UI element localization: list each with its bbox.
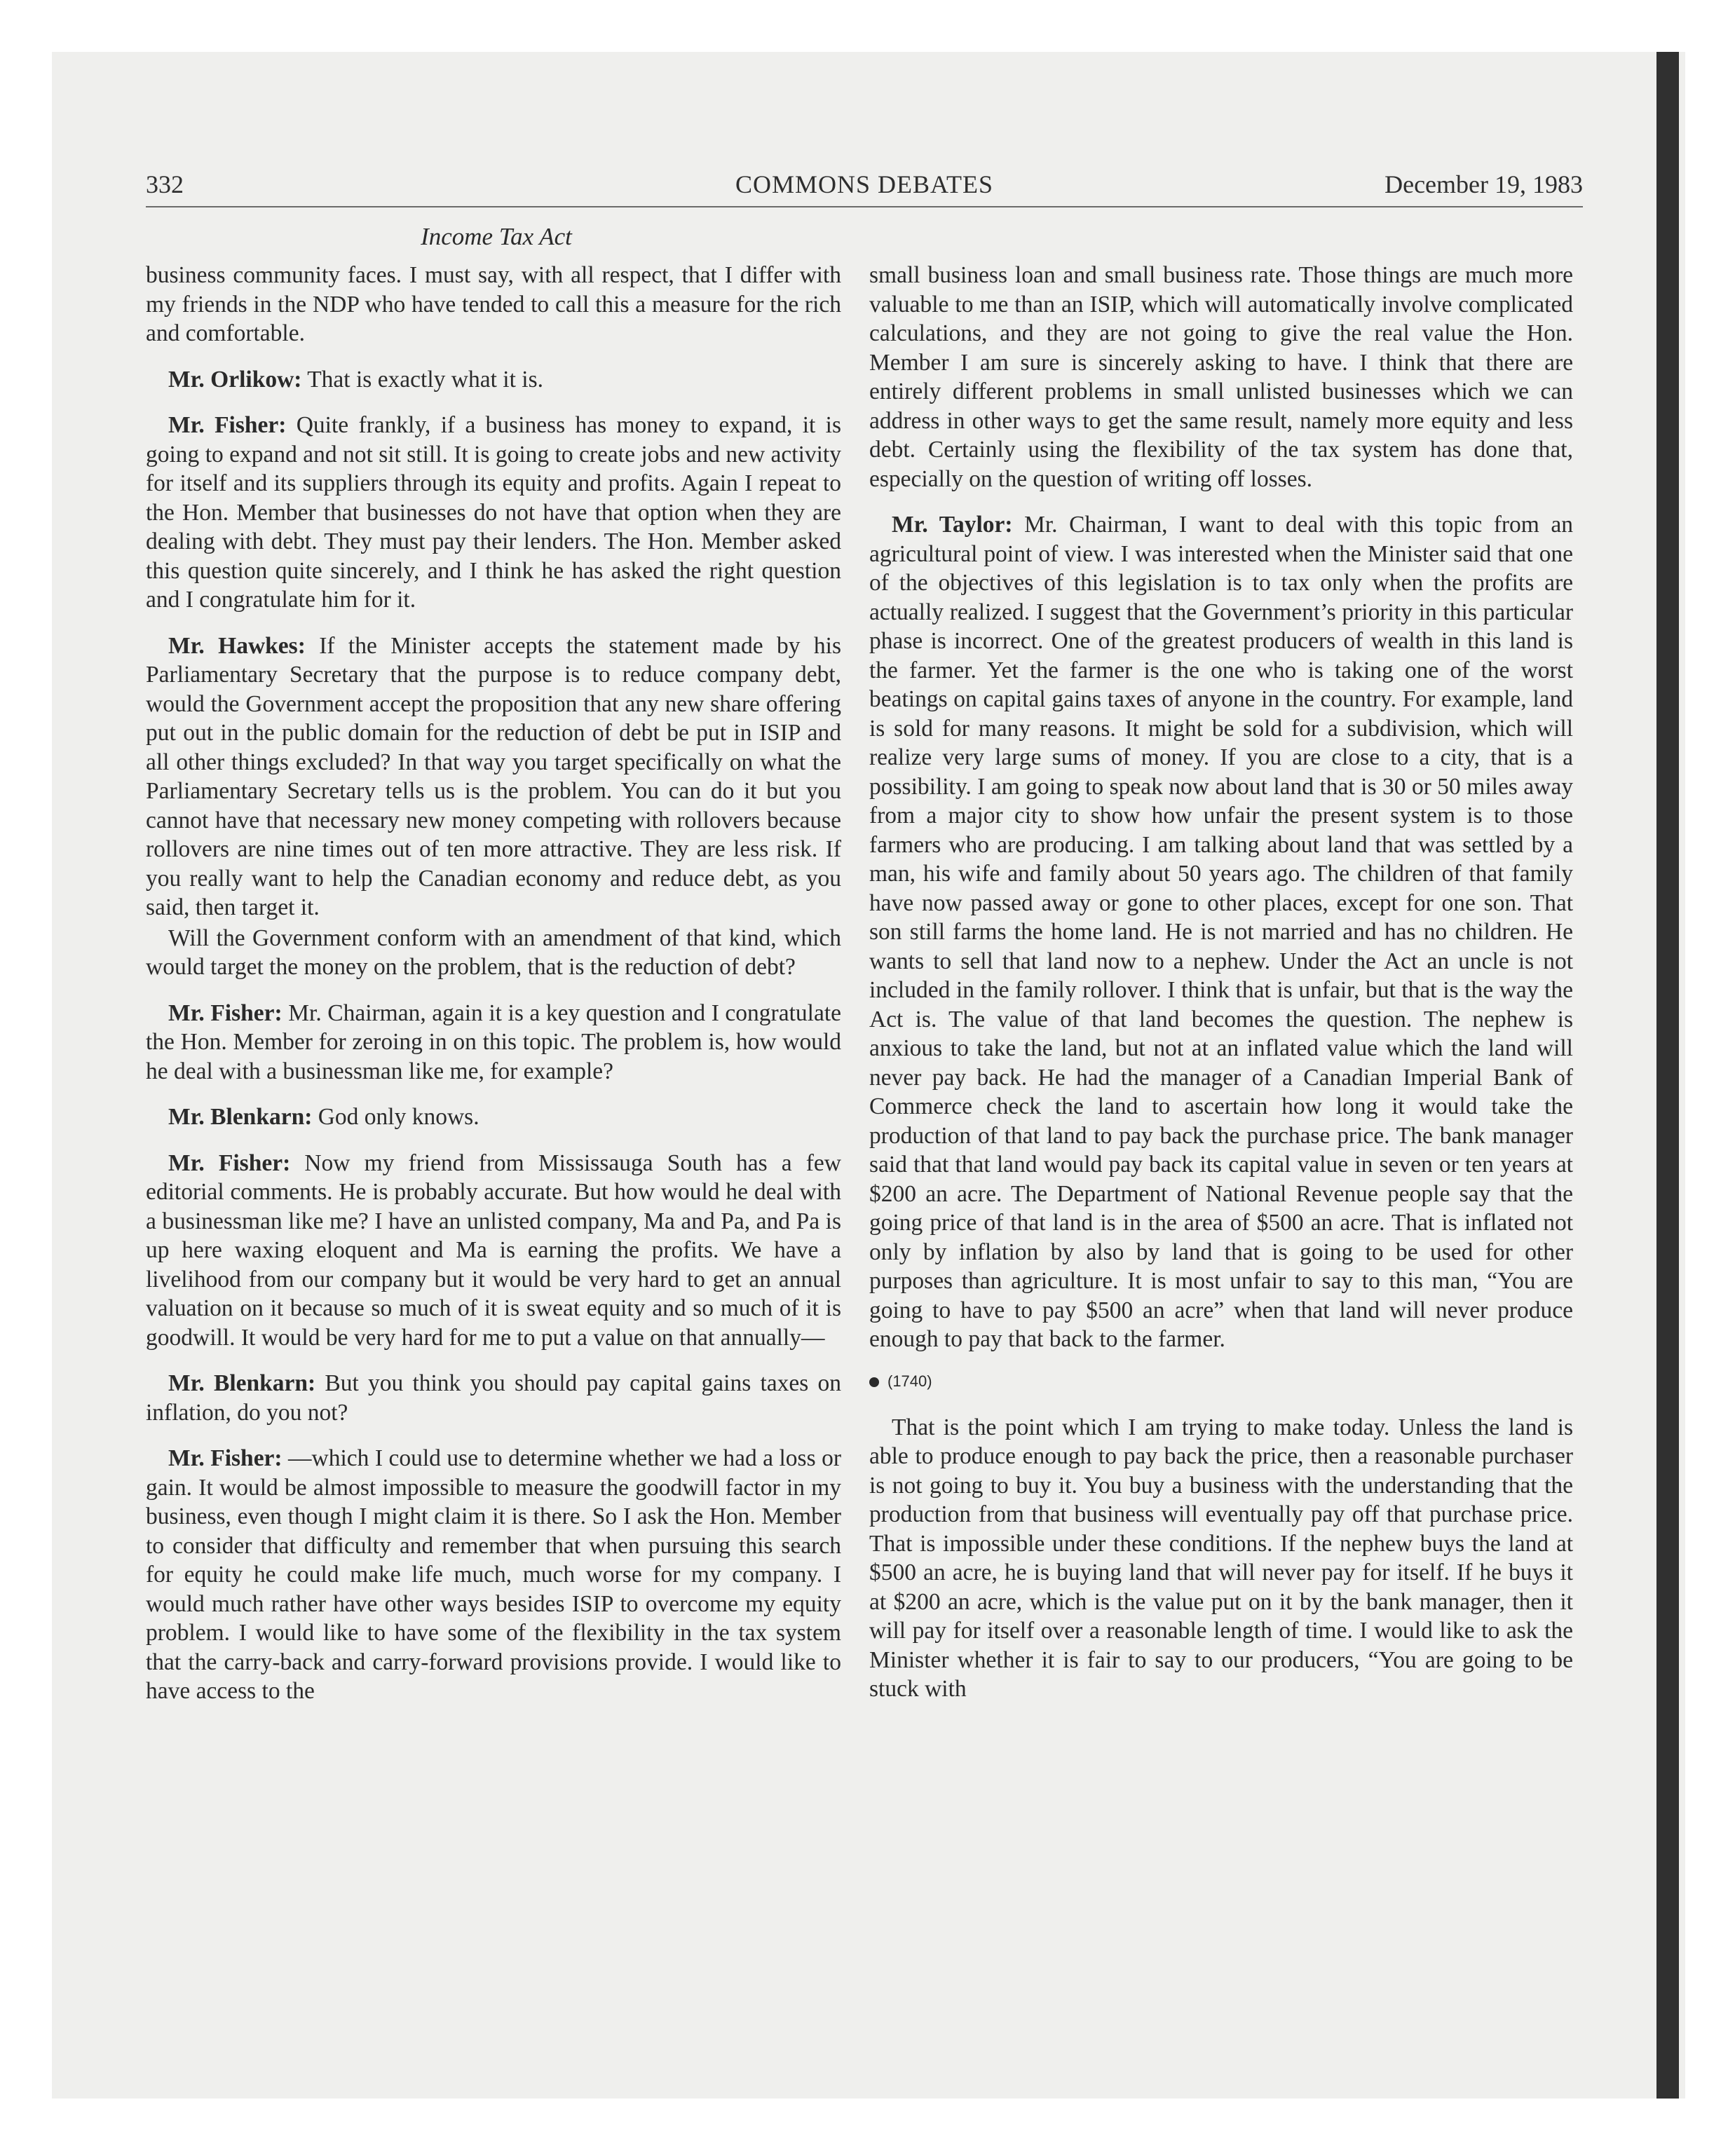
left-column (146, 261, 841, 1723)
paragraph: business community faces. I must say, with all respect, that I differ with my friends in the NDP who have tended to call this a measure for the rich and comfortable. (146, 262, 841, 346)
section-subheading: Income Tax Act (421, 223, 572, 250)
speaker-name: Mr. Blenkarn: (168, 1370, 316, 1396)
publication-date: December 19, 1983 (1384, 170, 1583, 198)
paragraph: Will the Government conform with an amendment of that kind, which would target the money on the problem, that is the reduction of debt? (146, 925, 841, 980)
speech-paragraph: Mr. Orlikow: That is exactly what it is. (168, 366, 543, 393)
right-column (869, 261, 1573, 1721)
speech-paragraph: Mr. Fisher: Quite frankly, if a business has money to expand, it is going to expand and not sit still. It is going to create jobs and new activity for itself and its suppliers through its equity and profits. Again I repeat to the Hon. Member that businesses do not have that option when they are dealing with debt. They must pay their lenders. The Hon. Member asked this question quite sincerely, and I think he has asked the right question and I congratulate him for it. (146, 412, 841, 613)
speaker-name: Mr. Blenkarn: (168, 1104, 313, 1130)
speech-paragraph: Mr. Blenkarn: God only knows. (168, 1104, 479, 1130)
speech-paragraph: Mr. Fisher: Mr. Chairman, again it is a key question and I congratulate the Hon. Member for zeroing in on this topic. The problem is, how would he deal with a businessman like me, for example? (146, 999, 841, 1084)
speaker-name: Mr. Hawkes: (168, 632, 306, 659)
paragraph: small business loan and small business rate. Those things are much more valuable to me than an ISIP, which will automatically involve complicated calculations, and they are not going to give the real value the Hon. Member I am sure is sincerely asking to have. I think that there are entirely different problems in small unlisted businesses which we can address in other ways to get the same result, namely more equity and less debt. Certainly using the flexibility of the tax system has done that, especially on the question of writing off losses. (869, 262, 1573, 492)
header-rule (146, 206, 1583, 207)
speech-paragraph: Mr. Hawkes: If the Minister accepts the statement made by his Parliamentary Secretary that the purpose is to reduce company debt, would the Government accept the proposition that any new share offering put out in the public domain for the reduction of debt be put in ISIP and all other things excluded? In that way you target specifically on what the Parliamentary Secretary tells us is the problem. You can do it but you cannot have that necessary new money competing with rollovers because rollovers are nine times out of ten more attractive. They are less risk. If you really want to help the Canadian economy and reduce debt, as you said, then target it. (146, 632, 841, 920)
bullet-icon (869, 1377, 879, 1387)
speaker-name: Mr. Fisher: (168, 999, 283, 1026)
speaker-name: Mr. Orlikow: (168, 366, 302, 393)
page-header (146, 170, 1583, 206)
page-number: 332 (146, 170, 184, 198)
speaker-name: Mr. Fisher: (168, 412, 287, 438)
paragraph: That is the point which I am trying to make today. Unless the land is able to produce enough to pay back the price, then a reasonable purchaser is not going to buy it. You buy a business with the understanding that the production from that business will eventually pay off that purchase price. That is impossible under these conditions. If the nephew buys the land at $500 an acre, he is buying land that will never pay for itself. If he buys it at $200 an acre, which is the value put on it by the bank manager, then it will pay for itself over a reasonable length of time. I would like to ask the Minister whether it is fair to say to our producers, “You are going to be stuck with (869, 1414, 1573, 1702)
speaker-name: Mr. Taylor: (892, 512, 1013, 538)
speech-paragraph: Mr. Fisher: —which I could use to determine whether we had a loss or gain. It would be almost impossible to measure the goodwill factor in my business, even though I might claim it is there. So I ask the Hon. Member to consider that difficulty and remember that when pursuing this search for equity he could make life much, much worse for my company. I would much rather have other ways besides ISIP to overcome my equity problem. I would like to have some of the flexibility in the tax system that the carry-back and carry-forward provisions provide. I would like to have access to the (146, 1445, 841, 1704)
speaker-name: Mr. Fisher: (168, 1445, 283, 1471)
speech-paragraph: Mr. Blenkarn: But you think you should pay capital gains taxes on inflation, do you not? (146, 1370, 841, 1426)
speech-paragraph: Mr. Taylor: Mr. Chairman, I want to deal with this topic from an agricultural point of view. I was interested when the Minister said that one of the objectives of this legislation is to tax only when the profits are actually realized. I suggest that the Government’s priority in this particular phase is incorrect. One of the greatest producers of wealth in this land is the farmer. Yet the farmer is the one who is taking one of the worst beatings on capital gains taxes of anyone in the country. For example, land is sold for many reasons. It might be sold for a subdivision, which will realize very large sums of money. If you are close to a city, that is a possibility. I am going to speak now about land that is 30 or 50 miles away from a major city to show how unfair the present system is to those farmers who are producing. I am talking about land that was settled by a man, his wife and family about 50 years ago. The children of that family have now passed away or gone to other places, except for one son. That son still farms the home land. He is not married and has no children. He wants to sell that land now to a nephew. Under the Act an uncle is not included in the family rollover. I think that is unfair, but that is the way the Act is. The value of that land becomes the question. The nephew is anxious to take the land, but not at an inflated value which the land will never pay back. He had the manager of a Canadian Imperial Bank of Commerce check the land to ascertain how long it would take the production of that land to pay back the purchase price. The bank manager said that that land would pay back its capital value in seven or ten years at $200 an acre. The Department of National Revenue people say that the going price of that land is in the area of $500 an acre. That is inflated not only by inflation by also by land that is going to be used for other purposes than agriculture. It is most unfair to say to this man, “You are going to have to pay $500 an acre” when that land will never produce enough to pay that back to the farmer. (869, 512, 1573, 1352)
scan-edge-bar (1656, 52, 1679, 2099)
time-marker: (1740) (869, 1371, 1573, 1392)
speaker-name: Mr. Fisher: (168, 1149, 291, 1176)
speech-paragraph: Mr. Fisher: Now my friend from Mississauga South has a few editorial comments. He is probably accurate. But how would he deal with a businessman like me? I have an unlisted company, Ma and Pa, and Pa is up here waxing eloquent and Ma is earning the profits. We have a livelihood from our company but it would be very hard to get an annual valuation on it because so much of it is sweat equity and so much of it is goodwill. It would be very hard for me to put a value on that annually— (146, 1149, 841, 1351)
publication-title: COMMONS DEBATES (735, 170, 994, 198)
